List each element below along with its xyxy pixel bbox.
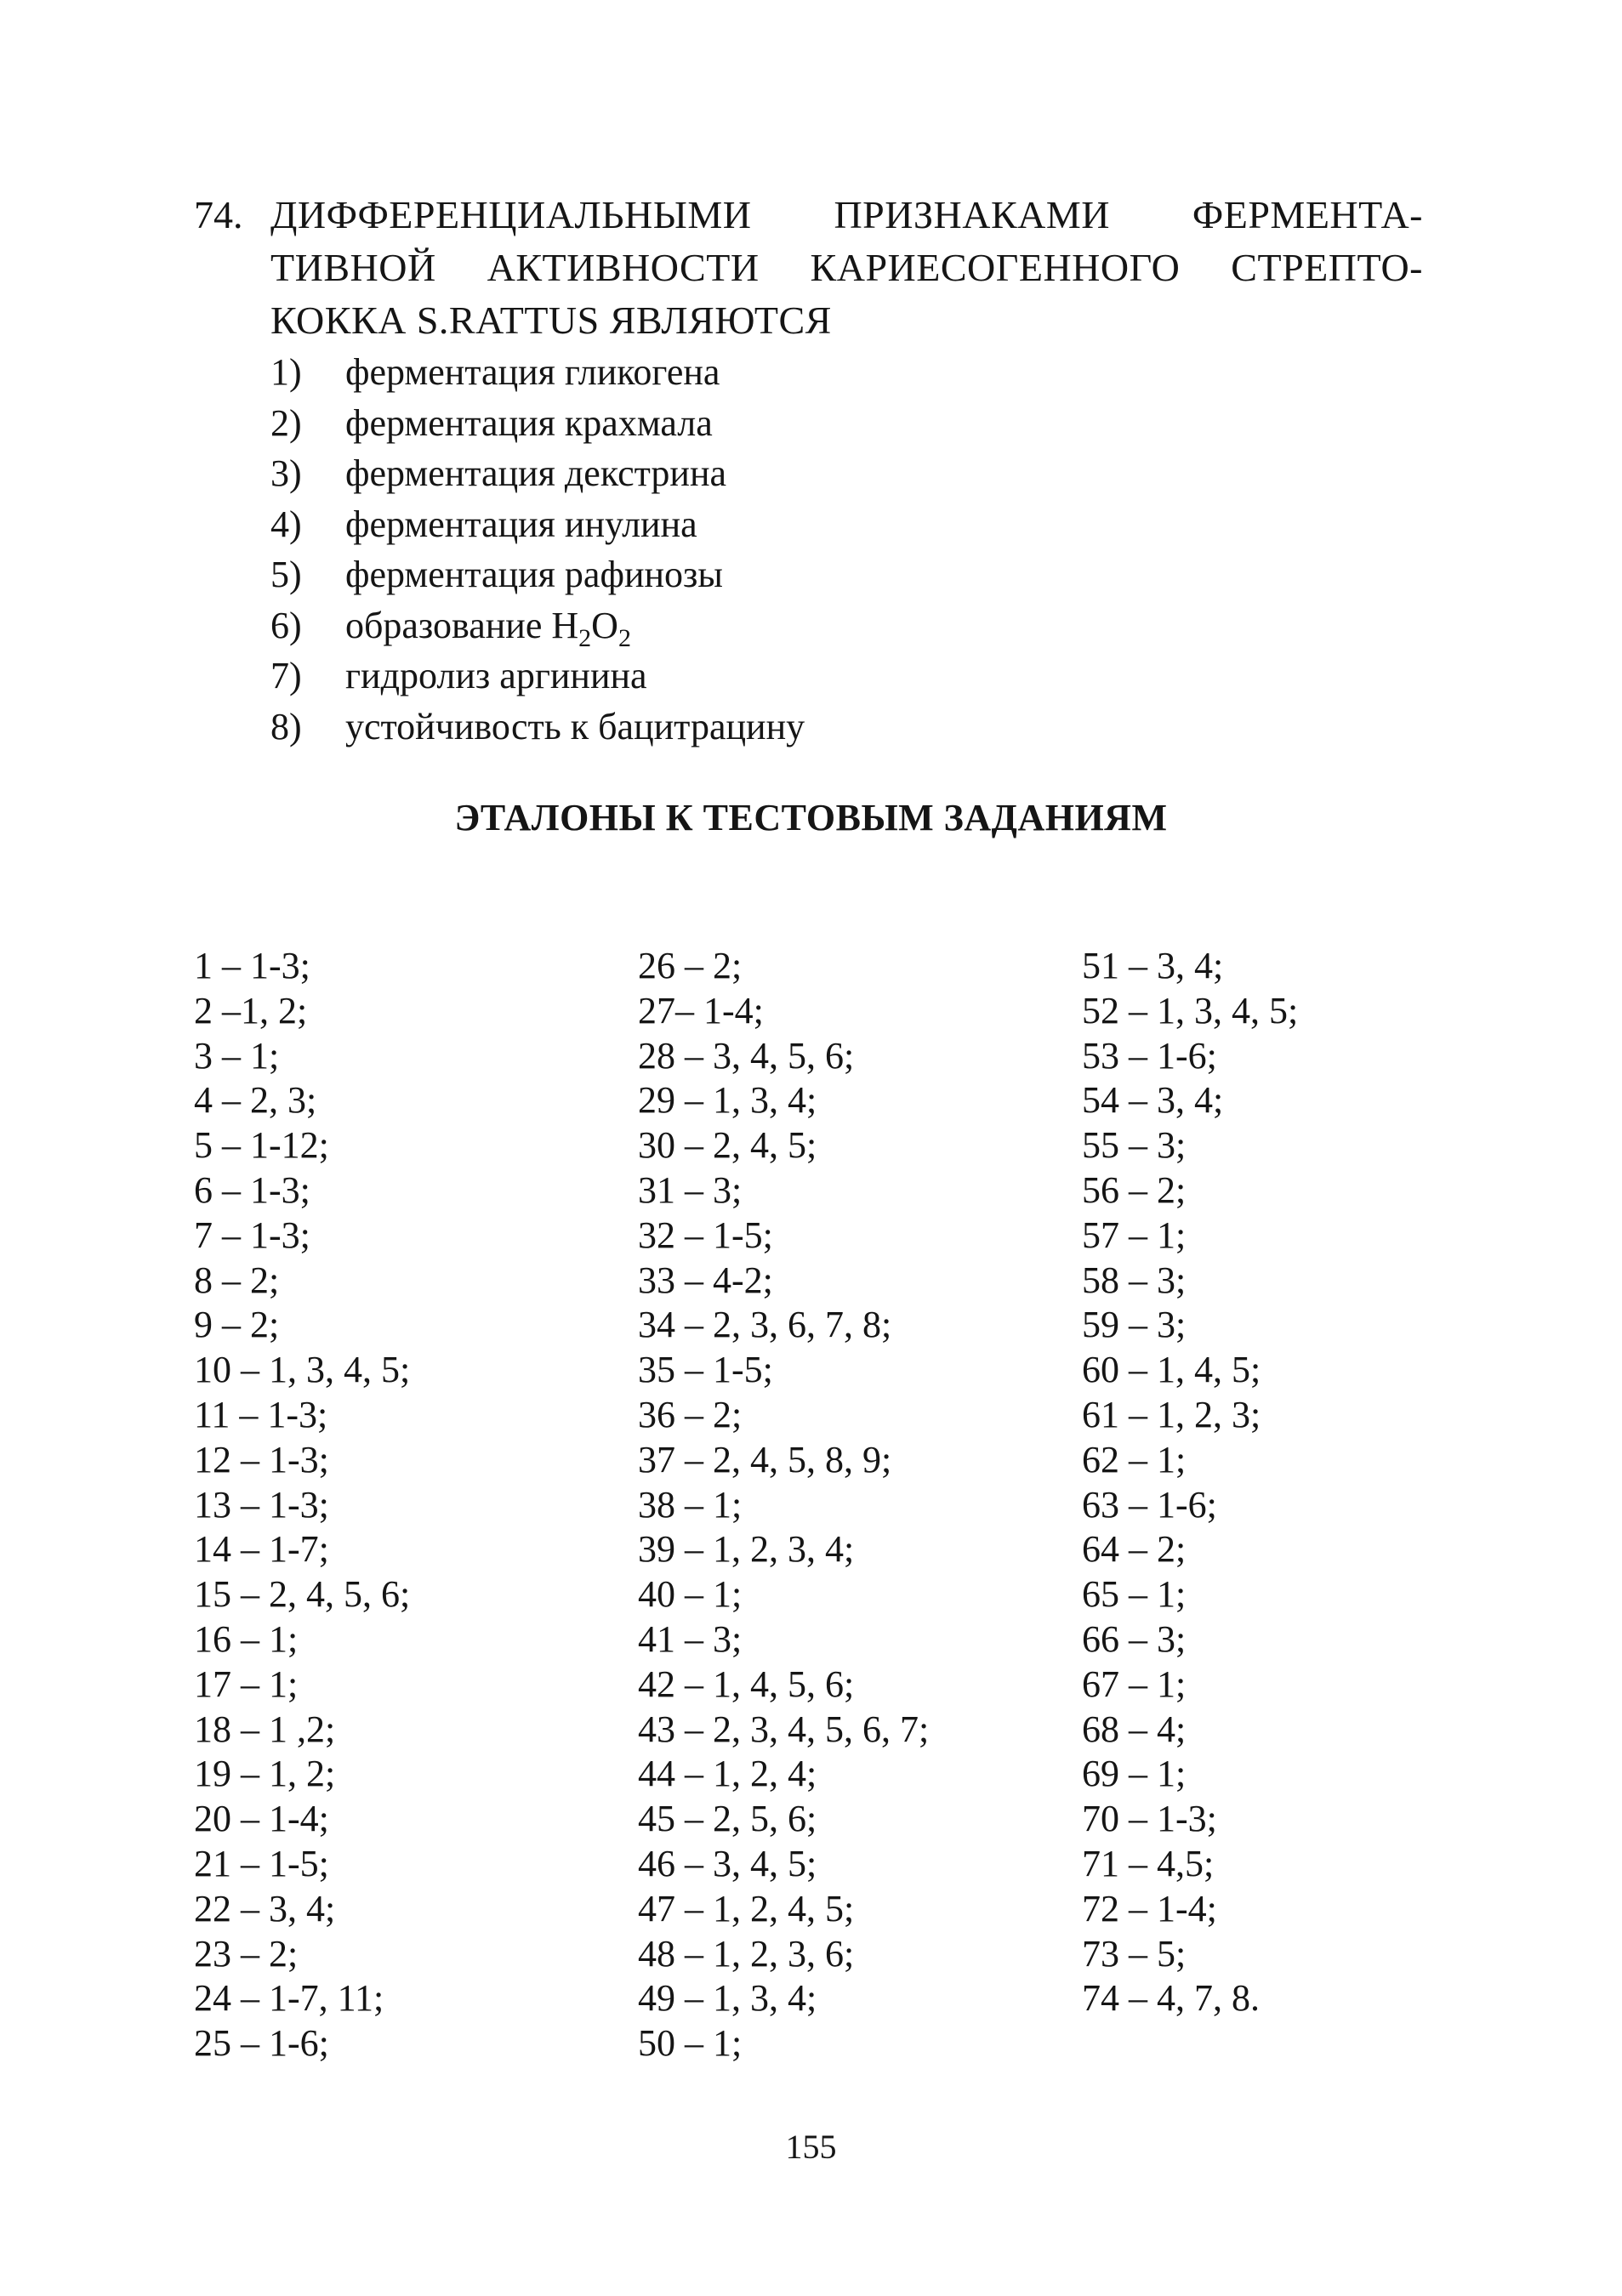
answer-entry: 73 – 5;	[1082, 1932, 1187, 1975]
answer-entry: 56 – 2;	[1082, 1168, 1187, 1211]
answer-entry: 48 – 1, 2, 3, 6;	[638, 1932, 855, 1975]
answer-entry: 7 – 1-3;	[194, 1213, 310, 1256]
subscript: 2	[617, 623, 631, 652]
answer-entry: 8 – 2;	[194, 1259, 280, 1301]
option-number: 1)	[270, 351, 302, 393]
answer-entry: 55 – 3;	[1082, 1124, 1187, 1167]
answer-option	[270, 549, 805, 600]
answer-entry: 69 – 1;	[1082, 1753, 1187, 1795]
option-number: 4)	[270, 503, 302, 545]
answer-entry: 4 – 2, 3;	[194, 1079, 317, 1122]
answer-entry: 25 – 1-6;	[194, 2022, 329, 2065]
answer-entry: 41 – 3;	[638, 1617, 743, 1660]
answer-entry: 57 – 1;	[1082, 1213, 1187, 1256]
option-number: 2)	[270, 401, 302, 444]
answer-entry: 42 – 1, 4, 5, 6;	[638, 1662, 855, 1705]
question-title-line: ДИФФЕРЕНЦИАЛЬНЫМИ ПРИЗНАКАМИ ФЕРМЕНТА-	[270, 193, 1423, 236]
answer-entry: 33 – 4-2;	[638, 1259, 773, 1301]
answer-entry: 30 – 2, 4, 5;	[638, 1124, 817, 1167]
option-number: 7)	[270, 655, 302, 696]
answer-entry: 14 – 1-7;	[194, 1528, 329, 1571]
answers-heading: ЭТАЛОНЫ К ТЕСТОВЫМ ЗАДАНИЯМ	[454, 797, 1168, 838]
answer-entry: 37 – 2, 4, 5, 8, 9;	[638, 1438, 892, 1480]
answer-entry: 27– 1-4;	[638, 989, 764, 1031]
answer-option	[270, 651, 805, 702]
answer-entry: 43 – 2, 3, 4, 5, 6, 7;	[638, 1708, 930, 1750]
question-title-line: КОККА S.RATTUS ЯВЛЯЮТСЯ	[270, 298, 832, 342]
answer-entry: 40 – 1;	[638, 1573, 743, 1616]
answer-options-list	[270, 347, 805, 752]
answer-entry: 58 – 3;	[1082, 1259, 1187, 1301]
answer-entry: 20 – 1-4;	[194, 1798, 329, 1840]
answer-entry: 45 – 2, 5, 6;	[638, 1798, 817, 1840]
answer-entry: 35 – 1-5;	[638, 1349, 773, 1391]
question-number: 74.	[194, 193, 243, 236]
answer-entry: 70 – 1-3;	[1082, 1798, 1217, 1840]
answer-entry: 36 – 2;	[638, 1393, 743, 1435]
answer-entry: 6 – 1-3;	[194, 1168, 310, 1211]
option-text: гидролиз аргинина	[345, 655, 647, 696]
answer-entry: 5 – 1-12;	[194, 1124, 329, 1167]
option-text	[345, 600, 631, 651]
answer-entry: 24 – 1-7, 11;	[194, 1977, 384, 2020]
answer-column-2	[638, 944, 929, 2066]
answer-entry: 72 – 1-4;	[1082, 1887, 1217, 1929]
answer-column-3	[1082, 944, 1298, 2021]
answer-entry: 9 – 2;	[194, 1304, 280, 1346]
answer-entry: 26 – 2;	[638, 945, 743, 986]
answer-entry: 10 – 1, 3, 4, 5;	[194, 1349, 411, 1391]
answer-entry: 61 – 1, 2, 3;	[1082, 1393, 1261, 1435]
answer-entry: 68 – 4;	[1082, 1708, 1187, 1750]
question-74	[194, 189, 1423, 747]
answer-entry: 50 – 1;	[638, 2022, 743, 2065]
answer-entry: 1 – 1-3;	[194, 945, 310, 986]
answer-entry: 29 – 1, 3, 4;	[638, 1079, 817, 1122]
option-text: ферментация гликогена	[345, 351, 720, 393]
answer-entry: 22 – 3, 4;	[194, 1887, 336, 1929]
answer-option	[270, 448, 805, 499]
option-text: ферментация декстрина	[345, 452, 727, 494]
question-title-line: ТИВНОЙ АКТИВНОСТИ КАРИЕСОГЕННОГО СТРЕПТО-	[270, 246, 1423, 289]
answer-option	[270, 702, 805, 753]
option-text: ферментация инулина	[345, 503, 697, 545]
answer-entry: 34 – 2, 3, 6, 7, 8;	[638, 1304, 892, 1346]
answer-entry: 39 – 1, 2, 3, 4;	[638, 1528, 855, 1571]
answer-entry: 59 – 3;	[1082, 1304, 1187, 1346]
answer-entry: 54 – 3, 4;	[1082, 1079, 1224, 1122]
option-number: 8)	[270, 705, 302, 747]
answer-entry: 52 – 1, 3, 4, 5;	[1082, 989, 1299, 1031]
answer-entry: 46 – 3, 4, 5;	[638, 1842, 817, 1884]
option-text: ферментация крахмала	[345, 401, 713, 444]
answer-entry: 17 – 1;	[194, 1662, 299, 1705]
option-text: устойчивость к бацитрацину	[345, 705, 805, 747]
option-text-prefix: образование H	[345, 604, 579, 646]
answer-column-1	[194, 944, 410, 2066]
answer-entry: 74 – 4, 7, 8.	[1082, 1977, 1260, 2020]
answer-entry: 60 – 1, 4, 5;	[1082, 1349, 1261, 1391]
answer-entry: 18 – 1 ,2;	[194, 1708, 336, 1750]
answer-entry: 12 – 1-3;	[194, 1438, 329, 1480]
answer-entry: 15 – 2, 4, 5, 6;	[194, 1573, 411, 1616]
answer-entry: 16 – 1;	[194, 1617, 299, 1660]
answer-entry: 62 – 1;	[1082, 1438, 1187, 1480]
subscript: 2	[578, 623, 592, 652]
answer-entry: 38 – 1;	[638, 1483, 743, 1526]
answer-entry: 65 – 1;	[1082, 1573, 1187, 1616]
answer-entry: 63 – 1-6;	[1082, 1483, 1217, 1526]
option-number: 3)	[270, 452, 302, 494]
answer-entry: 2 –1, 2;	[194, 989, 308, 1031]
answer-entry: 28 – 3, 4, 5, 6;	[638, 1034, 855, 1077]
answer-key	[194, 944, 1453, 2075]
answer-entry: 44 – 1, 2, 4;	[638, 1753, 817, 1795]
answer-entry: 47 – 1, 2, 4, 5;	[638, 1887, 855, 1929]
question-header	[194, 189, 1423, 347]
answer-entry: 66 – 3;	[1082, 1617, 1187, 1660]
answer-entry: 67 – 1;	[1082, 1662, 1187, 1705]
answer-entry: 21 – 1-5;	[194, 1842, 329, 1884]
answer-option	[270, 600, 805, 651]
option-text-mid: O	[591, 604, 618, 646]
page-number: 155	[785, 2128, 837, 2166]
answer-entry: 71 – 4,5;	[1082, 1842, 1215, 1884]
answer-entry: 19 – 1, 2;	[194, 1753, 336, 1795]
answer-entry: 53 – 1-6;	[1082, 1034, 1217, 1077]
answer-entry: 51 – 3, 4;	[1082, 945, 1224, 986]
answer-entry: 64 – 2;	[1082, 1528, 1187, 1571]
answer-entry: 49 – 1, 3, 4;	[638, 1977, 817, 2020]
question-title	[270, 189, 1423, 347]
option-text: ферментация рафинозы	[345, 554, 723, 595]
answer-entry: 23 – 2;	[194, 1932, 299, 1975]
option-number: 5)	[270, 554, 302, 595]
answer-entry: 13 – 1-3;	[194, 1483, 329, 1526]
answer-entry: 11 – 1-3;	[194, 1393, 328, 1435]
answer-option	[270, 398, 805, 449]
answer-entry: 32 – 1-5;	[638, 1213, 773, 1256]
answer-option	[270, 347, 805, 398]
answer-option	[270, 499, 805, 550]
option-number: 6)	[270, 604, 302, 646]
answer-entry: 3 – 1;	[194, 1034, 280, 1077]
answer-entry: 31 – 3;	[638, 1168, 743, 1211]
